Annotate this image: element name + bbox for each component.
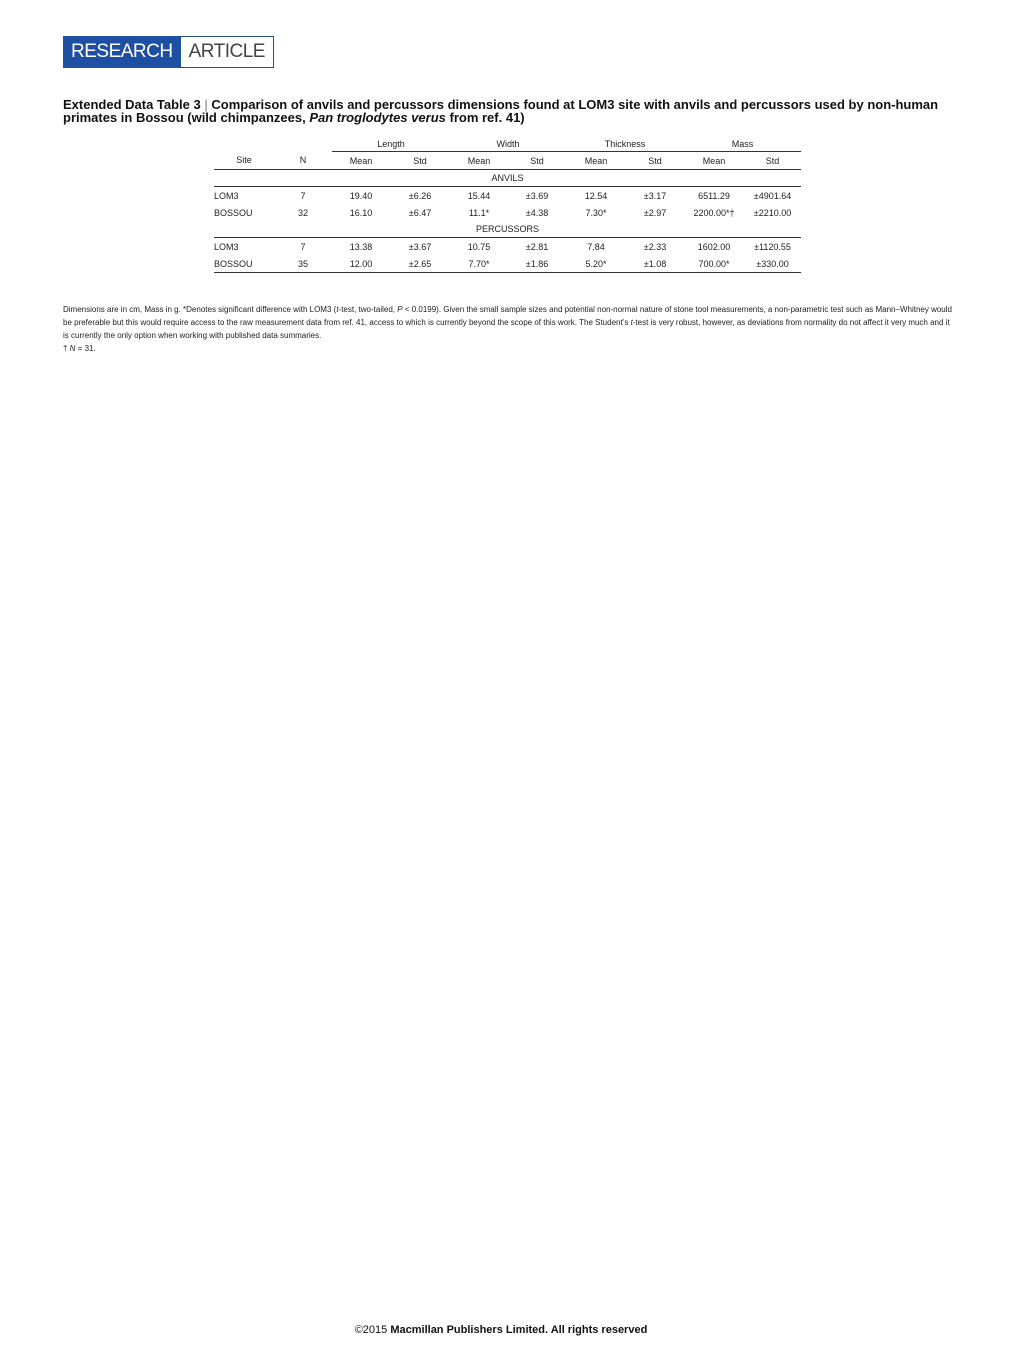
value-cell: 35 [274, 255, 332, 273]
value-cell: ±4.38 [525, 207, 549, 218]
publisher-name: Macmillan Publishers Limited. All rights reserved [390, 1324, 648, 1336]
table-notes [63, 303, 955, 355]
column-header: Std [626, 152, 684, 170]
value-cell: ±6.47 [408, 207, 432, 218]
badge-article: ARTICLE [180, 37, 273, 67]
dagger-note: † N = 31. [63, 344, 96, 353]
value-cell: 2200.00*† [693, 207, 735, 218]
section-row [214, 170, 801, 187]
caption-label: Extended Data Table 3 [63, 97, 201, 112]
dimensions-table [214, 137, 801, 273]
value-cell: ±330.00 [744, 255, 801, 273]
site-cell: BOSSOU [214, 255, 274, 273]
column-header: Site [214, 152, 274, 170]
value-cell: ±4901.64 [744, 187, 801, 205]
section-row [214, 221, 801, 238]
column-header: Mean [566, 152, 626, 170]
value-cell: ±2.33 [626, 238, 684, 256]
value-cell: 5.20* [566, 255, 626, 273]
caption-text-1: Comparison of anvils and percussors dimensions found at LOM3 site with anvils and percussors used by non-human primates in Bossou (wild chimpanzees, [63, 97, 939, 125]
significance-note: Dimensions are in cm, Mass in g. *Denotes significant difference with LOM3 (t-test, two-tailed, P < 0.0199). Given the small sample sizes and potential non-normal nature of stone tool measurements, a non-parametric test such as Mann–Whitney would be preferable but this would require access to the raw measurement data from ref. 41, access to which is currently beyond the scope of this work. The Student’s t-test is very robust, however, as deviations from normality do not affect it very much and it is currently the only option when working with published data summaries. [63, 305, 952, 340]
section-title: PERCUSSORS [475, 224, 539, 234]
group-header: Mass [684, 137, 801, 152]
copyright-year: ©2015 [354, 1324, 391, 1336]
value-cell: ±1120.55 [744, 238, 801, 256]
column-header: Mean [450, 152, 508, 170]
column-header: Mean [332, 152, 390, 170]
value-cell: 7.30* [585, 207, 607, 218]
column-header: Std [390, 152, 450, 170]
site-cell: BOSSOU [214, 207, 253, 218]
value-cell: 15.44 [450, 187, 508, 205]
group-header: Width [450, 137, 566, 152]
caption-species: Pan troglodytes verus [309, 110, 446, 125]
group-header-row [214, 137, 801, 152]
table-caption [63, 98, 963, 124]
value-cell: 12.54 [566, 187, 626, 205]
value-cell: 1602.00 [684, 238, 744, 256]
value-cell: ±6.26 [390, 187, 450, 205]
value-cell: 11.1* [468, 207, 490, 218]
column-header-row [214, 152, 801, 170]
value-cell: 12.00 [332, 255, 390, 273]
value-cell: 32 [297, 207, 308, 218]
column-header: Mean [684, 152, 744, 170]
value-cell: 19.40 [332, 187, 390, 205]
value-cell: ±3.69 [508, 187, 566, 205]
copyright-footer [0, 1324, 1002, 1336]
value-cell: ±3.17 [626, 187, 684, 205]
value-cell: 16.10 [349, 207, 373, 218]
value-cell: ±1.86 [508, 255, 566, 273]
value-cell: ±2.65 [390, 255, 450, 273]
value-cell: ±3.67 [390, 238, 450, 256]
badge-research: RESEARCH [64, 37, 180, 67]
article-type-badge [63, 36, 274, 68]
site-cell: LOM3 [214, 187, 274, 205]
value-cell: ±2.97 [643, 207, 667, 218]
site-cell: LOM3 [214, 238, 274, 256]
value-cell: 7 [274, 238, 332, 256]
value-cell: 10.75 [450, 238, 508, 256]
table-row [214, 187, 801, 205]
value-cell: ±1.08 [626, 255, 684, 273]
column-header: N [274, 152, 332, 170]
value-cell: 7.70* [450, 255, 508, 273]
table-row [214, 204, 801, 221]
value-cell: ±2210.00 [753, 207, 792, 218]
table-row [214, 238, 801, 256]
value-cell: ±2.81 [508, 238, 566, 256]
column-header: Std [744, 152, 801, 170]
value-cell: 700.00* [684, 255, 744, 273]
value-cell: 6511.29 [684, 187, 744, 205]
value-cell: 7.84 [566, 238, 626, 256]
value-cell: 7 [274, 187, 332, 205]
caption-text-2: from ref. 41) [445, 110, 525, 125]
section-title: ANVILS [491, 173, 524, 183]
value-cell: 13.38 [332, 238, 390, 256]
caption-separator: | [204, 97, 208, 112]
column-header: Std [508, 152, 566, 170]
table-row [214, 255, 801, 273]
group-header: Length [332, 137, 450, 152]
group-header: Thickness [566, 137, 684, 152]
